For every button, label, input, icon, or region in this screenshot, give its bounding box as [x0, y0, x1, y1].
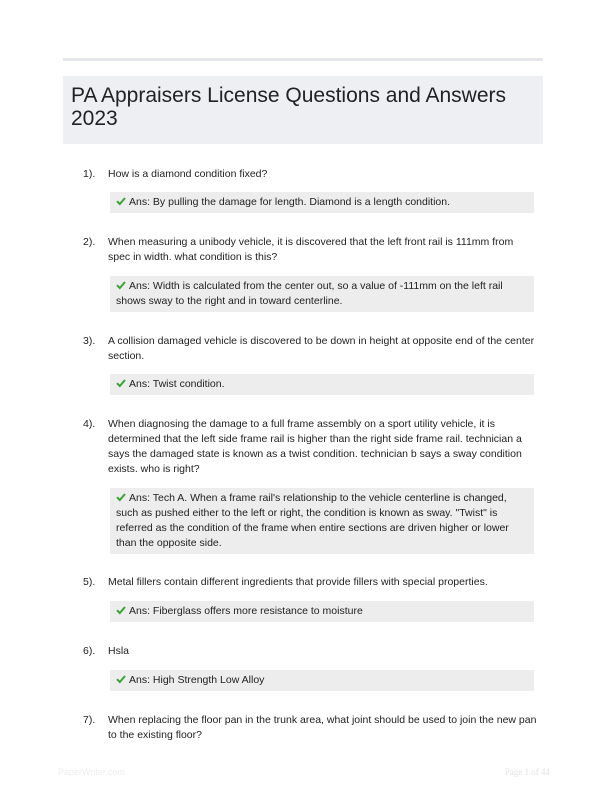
- top-divider: [63, 58, 543, 61]
- page-indicator: Page 1 of 44: [504, 767, 550, 777]
- question-number: 7).: [83, 714, 96, 726]
- answer-text: Ans: Fiberglass offers more resistance to moisture: [129, 605, 363, 617]
- page-title: PA Appraisers License Questions and Answers 2023: [71, 84, 507, 130]
- question-number: 4).: [83, 418, 96, 430]
- check-icon: [116, 674, 126, 684]
- question-text: Hsla: [108, 645, 130, 657]
- question-text: A collision damaged vehicle is discovered to be down in height at opposite end of the center section.: [108, 335, 535, 362]
- question-text: When diagnosing the damage to a full frame assembly on a sport utility vehicle, it is determined that the left side frame rail is higher than the right side frame rail. technician a says the damaged state is known as a twist condition. technician b says a sway condition exists. who is right?: [108, 418, 522, 475]
- answer-box: [110, 601, 534, 622]
- answer-text: Ans: High Strength Low Alloy: [129, 674, 265, 686]
- question-number: 2).: [83, 236, 96, 248]
- question-number: 6).: [83, 645, 96, 657]
- question-number: 5).: [83, 576, 96, 588]
- check-icon: [116, 280, 126, 290]
- answer-box: [110, 276, 534, 312]
- answer-box: [110, 192, 534, 213]
- question-text: When replacing the floor pan in the trunk area, what joint should be used to join the new pan to the existing floor?: [108, 714, 537, 741]
- footer-watermark: PaperWriter.com: [58, 767, 125, 777]
- title-banner: [63, 76, 543, 144]
- answer-box: [110, 374, 534, 395]
- answer-text: Ans: Tech A. When a frame rail's relationship to the vehicle centerline is changed, such as pushed either to the left or right, the condition is known as sway. "Twist" is referred as the condition of the frame when entire sections are driven higher or lower than the opposite side.: [116, 492, 509, 549]
- answer-text: Ans: Width is calculated from the center out, so a value of -111mm on the left rail shows sway to the right and in toward centerline.: [116, 280, 503, 307]
- check-icon: [116, 492, 126, 502]
- check-icon: [116, 378, 126, 388]
- answer-text: Ans: By pulling the damage for length. Diamond is a length condition.: [129, 196, 451, 208]
- question-number: 3).: [83, 335, 96, 347]
- check-icon: [116, 605, 126, 615]
- answer-text: Ans: Twist condition.: [129, 378, 225, 390]
- question-text: Metal fillers contain different ingredients that provide fillers with special properties.: [108, 576, 488, 588]
- question-number: 1).: [83, 168, 96, 180]
- answer-box: [110, 488, 534, 554]
- answer-box: [110, 670, 534, 691]
- question-text: How is a diamond condition fixed?: [108, 168, 268, 180]
- question-text: When measuring a unibody vehicle, it is discovered that the left front rail is 111mm from spec in width. what condition is this?: [108, 236, 514, 263]
- check-icon: [116, 196, 126, 206]
